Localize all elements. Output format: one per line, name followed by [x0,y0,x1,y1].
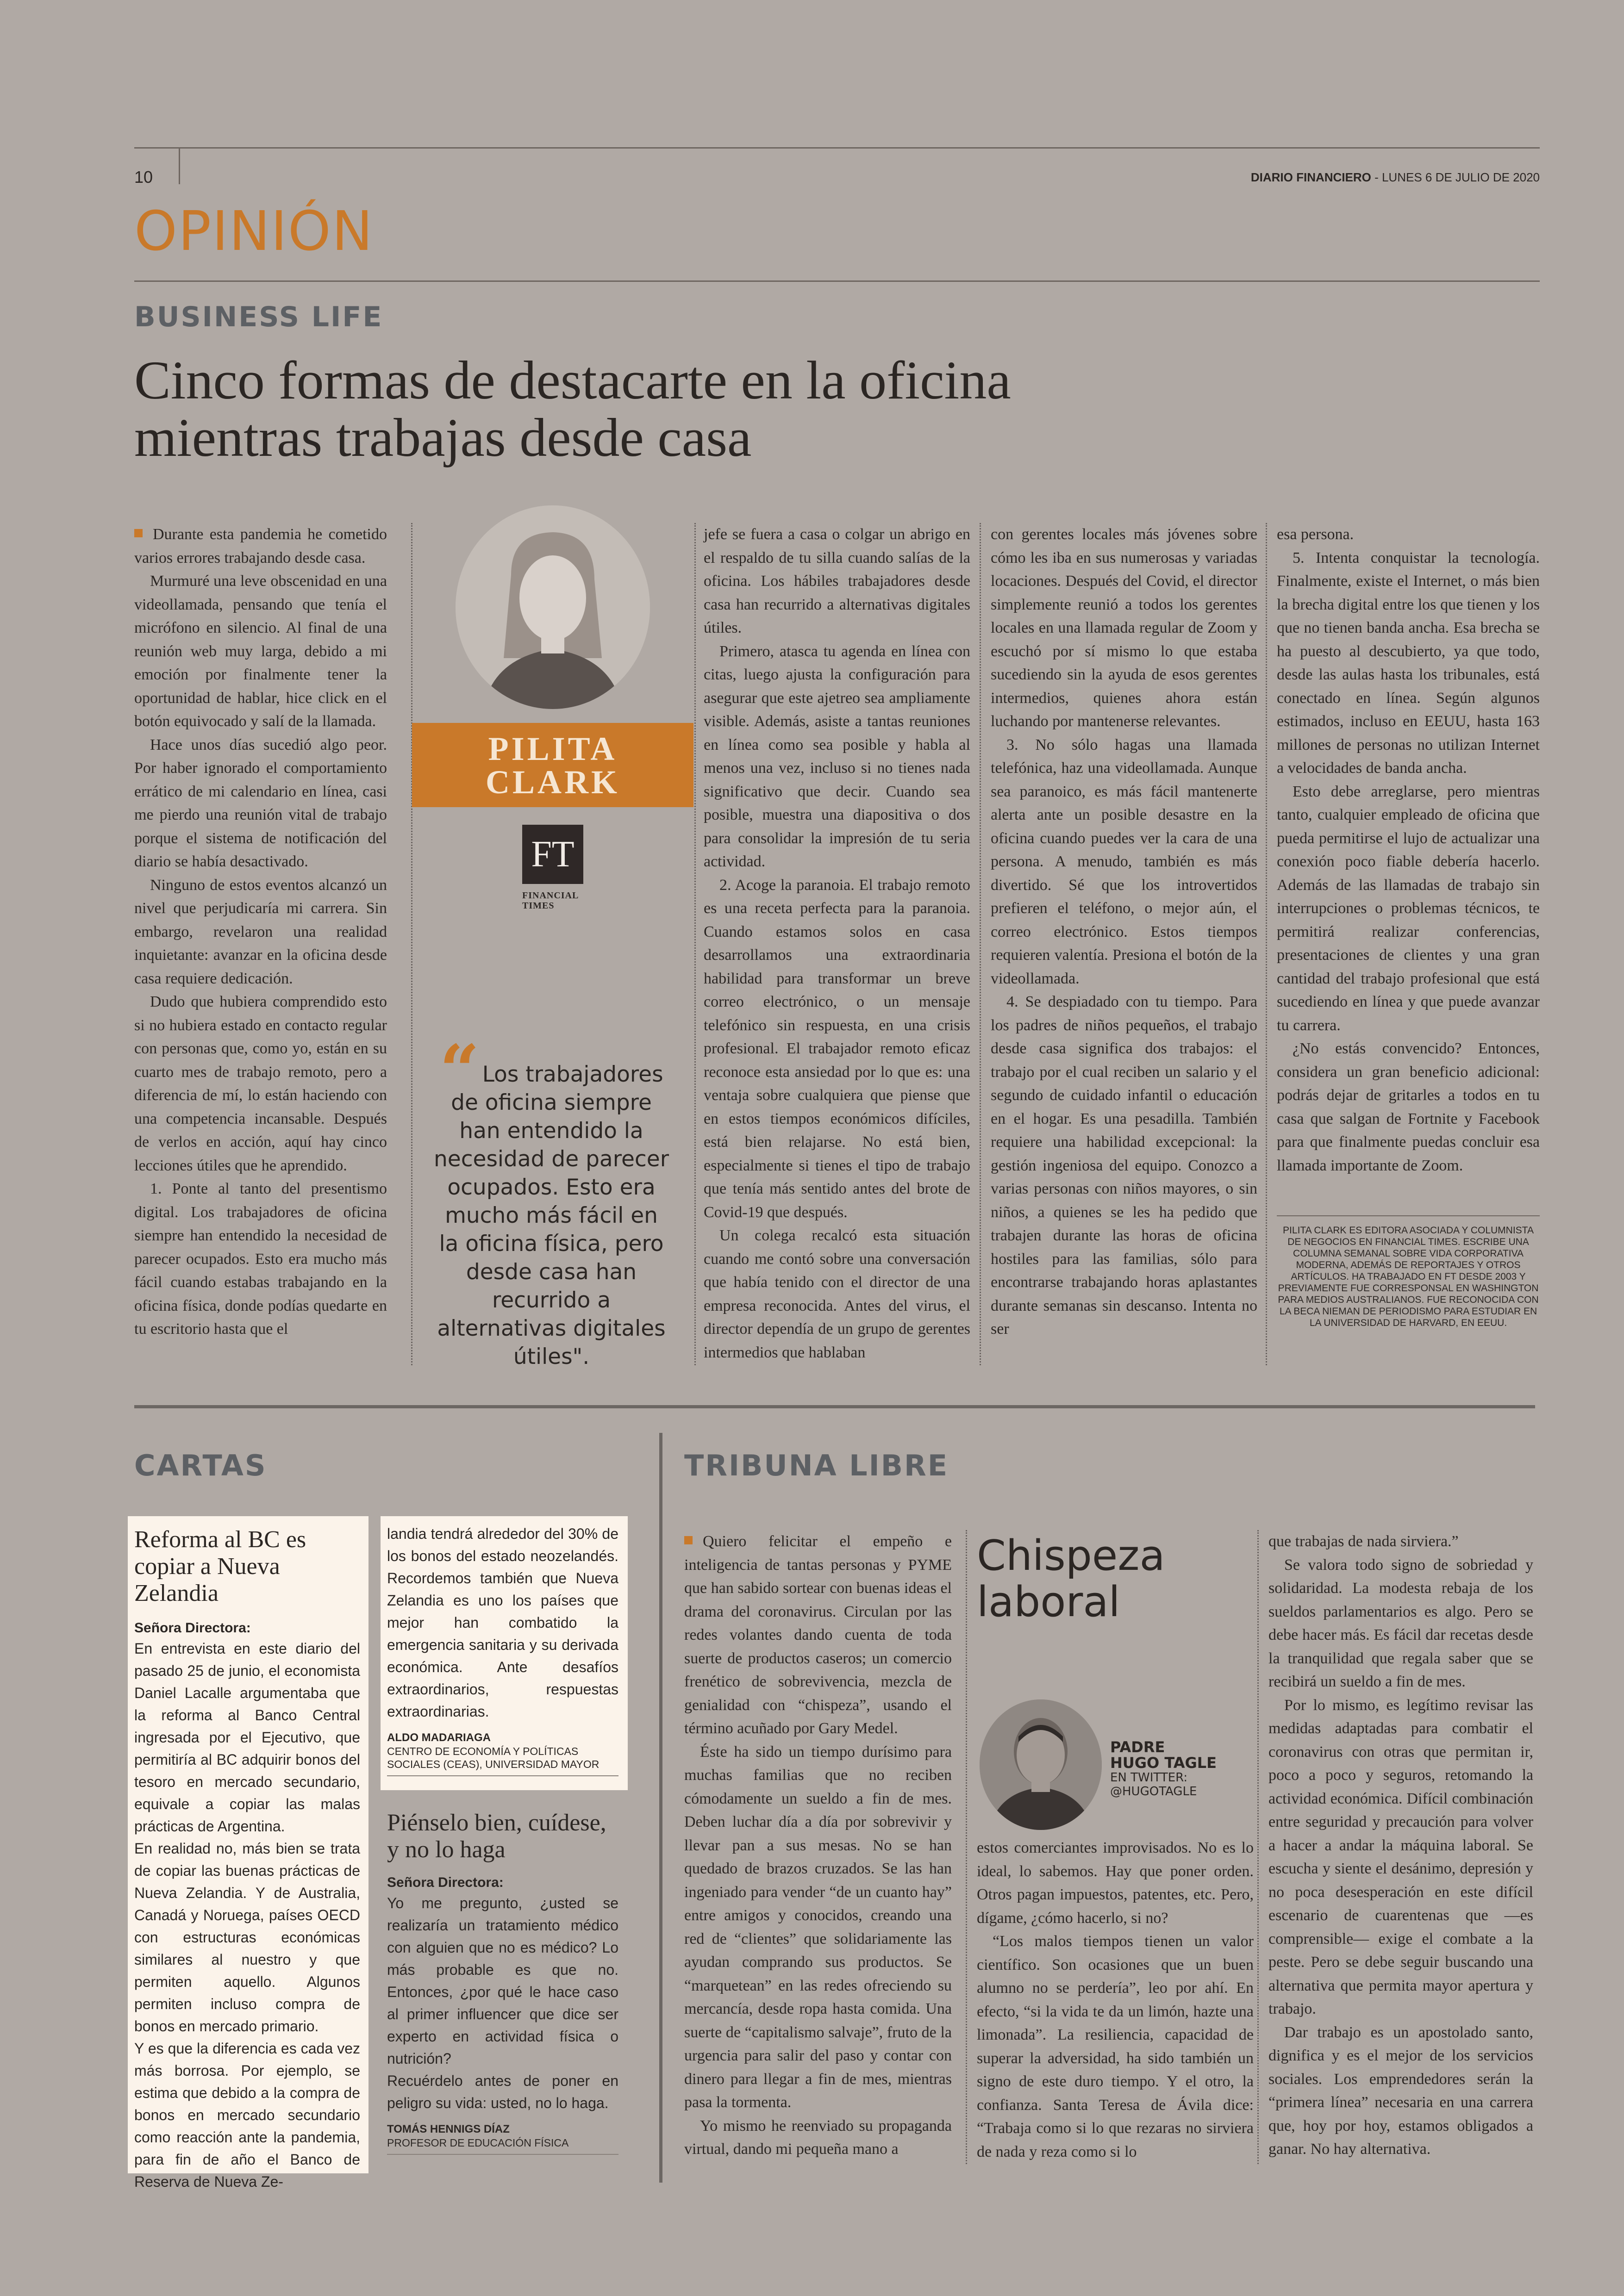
article-column-1 [134,523,387,1341]
headline-line-1: Cinco formas de destacarte en la oficina [134,350,1011,411]
twitter-label: EN TWITTER: [1110,1771,1188,1785]
column-divider [980,523,981,1365]
twitter-handle: @HUGOTAGLE [1110,1785,1197,1798]
headline-line-2: mientras trabajas desde casa [134,407,752,468]
letter-2 [387,1810,618,2155]
columnist-byline [1110,1739,1217,1798]
article-column-4 [991,523,1257,1341]
paragraph: estos comerciantes improvisados. No es lo ideal, lo sabemos. Hay que poner orden. Otros pagan impuestos, patentes, etc. Pero, dígame, ¿cómo hacerlo, si no? [977,1839,1254,1927]
section-title: OPINIÓN [134,199,374,263]
letter-2-signature-role: PROFESOR DE EDUCACIÓN FÍSICA [387,2137,569,2149]
paragraph: con gerentes locales más jóvenes sobre cómo les iba en sus numerosas y variadas locaciones. Después del Covid, el director simplemente reunió a todos los gerentes locales en una llamada regular de Zoom y escuchó por sí mismo lo que estaba sucediendo sin la ayuda de esos gerentes intermedios, quienes ahora están luchando por mantenerse relevantes. [991,526,1257,730]
paragraph: Por lo mismo, es legítimo revisar las medidas adaptadas para combatir el coronavirus con otras que permitan ir, poco a poco y seguros, retomando la actividad económica. Difícil combinación entre seguridad y precaución para volver a hacer a andar la máquina laboral. Se escucha y siente el desánimo, depresión y no poca desesperación en este difícil escenario de cuarentenas que —es comprensible— exige el combate a la peste. Pero se debe seguir buscando una alternativa que permita mayor apertura y trabajo. [1268,1696,1533,2017]
paragraph: 4. Se despiadado con tu tiempo. Para los padres de niños pequeños, el trabajo desde casa significa dos trabajos: el trabajo por el cual reciben un salario y el segundo de cuidado infantil o educación en el hogar. Es una pesadilla. También requiere una habilidad excepcional: la gestión ingeniosa del equipo. Conozco a varias personas con niños mayores, o sin niños, a quienes se les ha pedido que trabajen durante las horas de oficina hostiles para las familias, sólo para encontrarse trabajando horas aplastantes durante semanas sin descanso. Intenta no ser [991,993,1257,1338]
paragraph: En realidad no, más bien se trata de copiar las buenas prácticas de Nueva Zelandia. Y de Australia, Canadá y Noruega, países OECD con estructuras económicas similares al nuestro y que permiten aquello. Algunos permiten incluso compra de bonos en mercado primario. [134,1840,360,2035]
paragraph: En entrevista en este diario del pasado 25 de junio, el economista Daniel Lacalle argumentaba que la reforma al Banco Central ingresada por el Ejecutivo, que permitiría al BC adquirir bonos del tesoro en mercado secundario, equivale a copiar las malas prácticas de Argentina. [134,1640,360,1835]
paragraph: Un colega recalcó esta situación cuando me contó sobre una conversación que había tenido con el director de una empresa reconocida. Antes del virus, el director dependía de un grupo de gerentes intermedios que hablaban [704,1227,970,1361]
paragraph: 2. Acoge la paranoia. El trabajo remoto es una receta perfecta para la paranoia. Cuando estamos solos en casa desarrollamos una extraordinaria habilidad para transformar un breve correo electrónico, o un mensaje telefónico sin respuesta, en una crisis profesional. El trabajador remoto eficaz reconoce esta ansiedad por lo que es: una ventaja sobre cualquiera que piense que en estos tiempos económicos difíciles, está bien relajarse. No está bien, especialmente si tienes el tipo de trabajo que tenía más sentido antes del brote de Covid-19 que después. [704,876,970,1221]
ft-logo: FT [522,825,583,884]
signature-rule [387,1775,618,1776]
paragraph: landia tendrá alrededor del 30% de los bonos del estado neozelandés. Recordemos también que Nueva Zelandia es uno los países que mejor han combatido la emergencia sanitaria y su derivada económica. Ante desafíos extraordinarios, respuestas extraordinarias. [387,1525,618,1720]
paragraph: Recuérdelo antes de poner en peligro su vida: usted, no lo haga. [387,2072,618,2111]
paragraph: Y es que la diferencia es cada vez más borrosa. Por ejemplo, se estima que debido a la compra de bonos en mercado secundario como reacción ante la pandemia, para fin de año el Banco de Reserva de Nueva Ze- [134,2040,360,2190]
tribuna-title-line-1: Chispeza [977,1531,1165,1580]
letter-2-body [387,1892,618,2114]
paragraph: Yo mismo he reenviado su propaganda virtual, dando mi pequeña mano a [684,2117,952,2158]
letter-1-continuation [387,1523,618,1776]
paragraph: que trabajas de nada sirviera.” [1268,1533,1459,1550]
column-divider [966,1530,967,2164]
ft-name-line-2: TIMES [522,901,555,911]
letter-1-body [134,1637,360,2193]
quote-mark-icon: “ [439,1030,480,1111]
author-name-banner [412,723,693,807]
paragraph: Éste ha sido un tiempo durísimo para muchas familias que no reciben cómodamente un sueldo a fin de mes. Deben luchar día a día por sobrevivir y llevar pan a sus mesas. No se han quedado de brazos cruzados. Se las han ingeniado para vender “de un cuanto hay” entre amigos y conocidos, creando una red de “clientes” que solidariamente las ayudan comprando sus productos. Se “marquetean” en las redes ofreciendo su mercancía, desde ropa hasta comida. Una suerte de “capitalismo salvaje”, fruto de la urgencia para salir del paso y contar con dinero para llegar a fin de mes, mientras pasa la tormenta. [684,1743,952,2111]
publication-name: DIARIO FINANCIERO [1250,170,1371,184]
column-divider [411,523,412,1365]
column-divider [694,523,696,1365]
article-column-5 [1277,523,1540,1177]
bullet-square-icon [684,1536,693,1544]
letter-2-salutation: Señora Directora: [387,1875,504,1890]
section-rule [134,280,1540,282]
paragraph: esa persona. [1277,526,1354,543]
pull-quote-text: Los trabajadores de oficina siempre han entendido la necesidad de parecer ocupados. Esto era mucho más fácil en la oficina física, pero desde casa han recurrido a alternativas digitales útiles". [433,1062,669,1369]
top-rule-tick [179,147,180,184]
tribuna-title [977,1533,1165,1625]
section-divider [134,1405,1535,1408]
tribuna-column-2 [977,1836,1254,2164]
paragraph: Se valora todo signo de sobriedad y solidaridad. La modesta rebaja de los sueldos parlamentarios es algo. Pero se debe hacer más. Es fácil dar recetas desde la tranquilidad que regala saber que se recibirá un sueldo a fin de mes. [1268,1556,1533,1690]
paragraph: Dudo que hubiera comprendido esto si no hubiera estado en contacto regular con personas que, como yo, están en su cuarto mes de trabajo remoto, pero a diferencia de mí, lo están haciendo con una competencia incansable. Después de verlos en acción, aquí hay cinco lecciones útiles que he aprendido. [134,993,387,1174]
paragraph: “Los malos tiempos tienen un valor científico. Son ocasiones que un buen alumno no se perdería”, leo por ahí. En efecto, “si la vida te da un limón, hazte una limonada”. La resiliencia, capacidad de superar la adversidad, ha sido también un signo de este duro tiempo. Y el otro, la confianza. Santa Teresa de Ávila dice: “Trabaja como si lo que rezaras no sirviera de nada y reza como si lo [977,1933,1254,2160]
bio-rule [1277,1215,1540,1216]
paragraph: Durante esta pandemia he cometido varios errores trabajando desde casa. [134,526,387,566]
article-column-3 [704,523,970,1364]
paragraph: 3. No sólo hagas una llamada telefónica, haz una videollamada. Aunque sea paranoico, es más fácil mantenerte alerta ante un posible desastre en la oficina cuando puedes ver la cara de una persona. A menudo, también es más divertido. Sé que los introvertidos prefieren el teléfono, o mejor aún, el correo electrónico. Estos tiempos requieren valentía. Presiona el botón de la videollamada. [991,736,1257,987]
signature-rule [387,2154,618,2155]
ft-wordmark [522,890,579,911]
paragraph: Hace unos días sucedió algo peor. Por haber ignorado el comportamiento errático de mi calendario en línea, casi me pierdo una reunión vital de trabajo porque el sistema de notificación del diario se había desactivado. [134,736,387,870]
letter-1-title: Reforma al BC es copiar a Nueva Zelandia [134,1526,306,1606]
publication-dateline [1204,170,1540,185]
page-number: 10 [134,168,153,187]
tribuna-title-line-2: laboral [977,1578,1120,1626]
paragraph: Quiero felicitar el empeño e inteligencia de tantas personas y PYME que han sabido sortear con buenas ideas el drama del coronavirus. Circulan por las redes volantes dando cuenta de toda suerte de productos caseros; un comercio frenético de sobrevivencia, mezcla de genialidad con “chispeza”, usando el término acuñado por Gary Medel. [684,1533,952,1737]
columnist-photo [980,1699,1102,1830]
label-cartas: CARTAS [134,1449,267,1482]
cartas-tribuna-divider [659,1433,662,2183]
tribuna-column-1 [684,1530,952,2161]
publication-date: - LUNES 6 DE JULIO DE 2020 [1371,170,1540,184]
author-photo [456,505,650,709]
paragraph: Murmuré una leve obscenidad en una videollamada, pensando que tenía el micrófono en silencio. Al final de una reunión web muy larga, debido a mi emoción por finalmente tener la oportunidad de hablar, hice click en el botón equivocado y salí de la llamada. [134,572,387,730]
paragraph: Dar trabajo es un apostolado santo, dignifica y es el mejor de los servicios sociales. Los emprendedores serán la “primera línea” necesaria en una carrera que, hoy por hoy, estamos obligados a ganar. No hay alternativa. [1268,2023,1533,2158]
letter-2-signature: TOMÁS HENNIGS DÍAZ [387,2123,510,2135]
letter-1-salutation: Señora Directora: [134,1620,251,1636]
pull-quote [433,1030,669,1371]
columnist-portrait-icon [980,1699,1102,1830]
columnist-name-line-2: HUGO TAGLE [1110,1754,1217,1772]
author-first-name: PILITA [488,730,618,767]
letter-2-title: Piénselo bien, cuídese, y no lo haga [387,1810,606,1863]
paragraph: jefe se fuera a casa o colgar un abrigo en el respaldo de tu silla cuando salías de la oficina. Los hábiles trabajadores desde casa han recurrido a alternativas digitales útiles. [704,526,970,636]
author-portrait-icon [456,505,650,709]
paragraph: 1. Ponte al tanto del presentismo digital. Los trabajadores de oficina siempre han entendido la necesidad de parecer ocupados. Esto era mucho más fácil cuando estabas trabajando en la oficina física, donde podías quedarte en tu escritorio hasta que el [134,1180,387,1338]
paragraph: 5. Intenta conquistar la tecnología. Finalmente, existe el Internet, o más bien la brecha digital entre los que tienen y los que no tienen banda ancha. Esa brecha se ha puesto al descubierto, ya que todo, desde las aulas hasta los tribunales, está conectado en línea. Según algunos estimados, incluso en EEUU, hasta 163 millones de personas no utilizan Internet a velocidades de banda ancha. [1277,549,1540,777]
paragraph: Yo me pregunto, ¿usted se realizaría un tratamiento médico con alguien que no es médico? Lo más probable es que no. Entonces, ¿por qué le hace caso al primer influencer que dice ser experto en actividad física o nutrición? [387,1895,618,2067]
paragraph: Primero, atasca tu agenda en línea con citas, luego ajusta la configuración para asegurar que este ajetreo sea ampliamente visible. Además, asiste a tantas reuniones en línea como sea posible y habla al menos una vez, incluso si no tienes nada significativo que decir. Cuando sea posible, muestra una diapositiva o dos para consolidar la impresión de tu seria actividad. [704,642,970,870]
paragraph: Esto debe arreglarse, pero mientras tanto, cualquier empleado de oficina que pueda permitirse el lujo de actualizar una conexión poco fiable debería hacerlo. Además de las llamadas de trabajo sin interrupciones o problemas técnicos, te permitirá realizar conferencias, presentaciones de clientes y una gran cantidad del trabajo profesional que está sucediendo en línea y que puede avanzar tu carrera. [1277,783,1540,1034]
ft-name-line-1: FINANCIAL [522,890,579,901]
bullet-square-icon [134,529,143,537]
top-rule [134,147,1540,149]
columnist-name-line-1: PADRE [1110,1738,1165,1756]
letter-1-signature-role: CENTRO DE ECONOMÍA Y POLÍTICAS SOCIALES (CEAS), UNIVERSIDAD MAYOR [387,1745,600,1770]
author-bio: PILITA CLARK ES EDITORA ASOCIADA Y COLUMNISTA DE NEGOCIOS EN FINANCIAL TIMES. ESCRIBE UNA COLUMNA SEMANAL SOBRE VIDA CORPORATIVA MODERNA, ADEMÁS DE REPORTAJES Y OTROS ARTÍCULOS. HA TRABAJADO EN FT DESDE 2003 Y PREVIAMENTE FUE CORRESPONSAL EN WASHINGTON PARA MEDIOS AUSTRALIANOS. FUE RECONOCIDA CON LA BECA NIEMAN DE PERIODISMO PARA ESTUDIAR EN LA UNIVERSIDAD DE HARVARD, EN EEUU. [1278,1225,1539,1328]
column-divider [1257,1530,1259,2164]
label-tribuna-libre: TRIBUNA LIBRE [684,1449,949,1482]
letter-1-signature: ALDO MADARIAGA [387,1731,491,1744]
kicker-business-life: BUSINESS LIFE [134,301,383,333]
headline [134,352,1011,467]
letter-1 [134,1526,360,2193]
paragraph: ¿No estás convencido? Entonces, considera un gran beneficio adicional: podrás dejar de gritarles a todos en tu casa que salgan de Fortnite y Facebook para que finalmente puedas concluir esa llamada importante de Zoom. [1277,1040,1540,1174]
paragraph: Ninguno de estos eventos alcanzó un nivel que perjudicaría mi carrera. Sin embargo, revelaron una realidad inquietante: avanzar en la oficina desde casa requiere dedicación. [134,876,387,987]
tribuna-column-3 [1268,1530,1533,2161]
author-last-name: CLARK [485,764,620,801]
column-divider [1266,523,1267,1365]
